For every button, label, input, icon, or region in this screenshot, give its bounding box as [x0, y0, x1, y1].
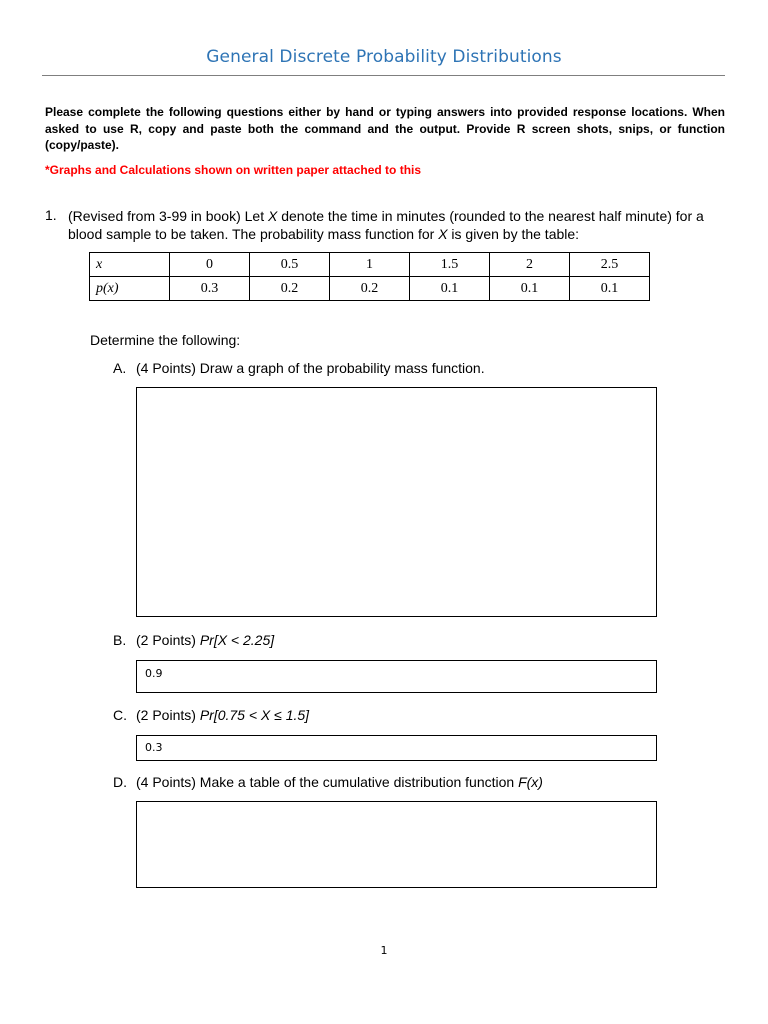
table-cell: 0.3: [170, 277, 250, 301]
question-text: (Revised from 3-99 in book) Let X denote the time in minutes (rounded to the nearest half minute) for a blood sample to be taken. The probability mass function for X is given by the table:: [68, 208, 704, 242]
table-cell: 2: [490, 253, 570, 277]
page-title: General Discrete Probability Distributions: [206, 47, 562, 67]
part-b-text: (2 Points) Pr[X < 2.25]: [136, 632, 275, 648]
part-a-text: (4 Points) Draw a graph of the probability mass function.: [136, 360, 485, 376]
table-cell: 0: [170, 253, 250, 277]
table-cell: 2.5: [570, 253, 650, 277]
table-cell: 0.1: [410, 277, 490, 301]
table-cell: 0.1: [490, 277, 570, 301]
part-c-answer: 0.3: [145, 741, 163, 754]
table-cell: 0.1: [570, 277, 650, 301]
title-divider: [42, 75, 725, 76]
part-c-text: (2 Points) Pr[0.75 < X ≤ 1.5]: [136, 707, 310, 723]
instructions-text: Please complete the following questions either by hand or typing answers into provided response locations. When asked to use R, copy and paste both the command and the output. Provide R screen shots, snips, or function (copy/paste).: [45, 105, 725, 152]
part-a-response-box[interactable]: [136, 387, 657, 617]
table-row-p: [90, 277, 650, 301]
table-cell: 1: [330, 253, 410, 277]
table-header-p: p(x): [90, 277, 170, 301]
table-cell: 0.2: [250, 277, 330, 301]
part-b-answer: 0.9: [145, 667, 163, 680]
part-b-letter: B.: [113, 632, 127, 648]
page-number: 1: [380, 944, 388, 957]
table-cell: 0.2: [330, 277, 410, 301]
part-d-letter: D.: [113, 774, 127, 790]
question-number: 1.: [45, 207, 57, 223]
determine-label: Determine the following:: [90, 332, 241, 348]
pmf-table: [89, 252, 650, 301]
part-d-response-box[interactable]: [136, 801, 657, 888]
part-a-letter: A.: [113, 360, 127, 376]
part-d-text: (4 Points) Make a table of the cumulative distribution function F(x): [136, 774, 543, 790]
table-cell: 0.5: [250, 253, 330, 277]
table-cell: 1.5: [410, 253, 490, 277]
table-row-x: [90, 253, 650, 277]
table-header-x: x: [90, 253, 170, 277]
part-c-letter: C.: [113, 707, 127, 723]
red-note: *Graphs and Calculations shown on written paper attached to this: [45, 163, 422, 177]
part-b-response-box[interactable]: [136, 660, 657, 693]
part-c-response-box[interactable]: [136, 735, 657, 761]
